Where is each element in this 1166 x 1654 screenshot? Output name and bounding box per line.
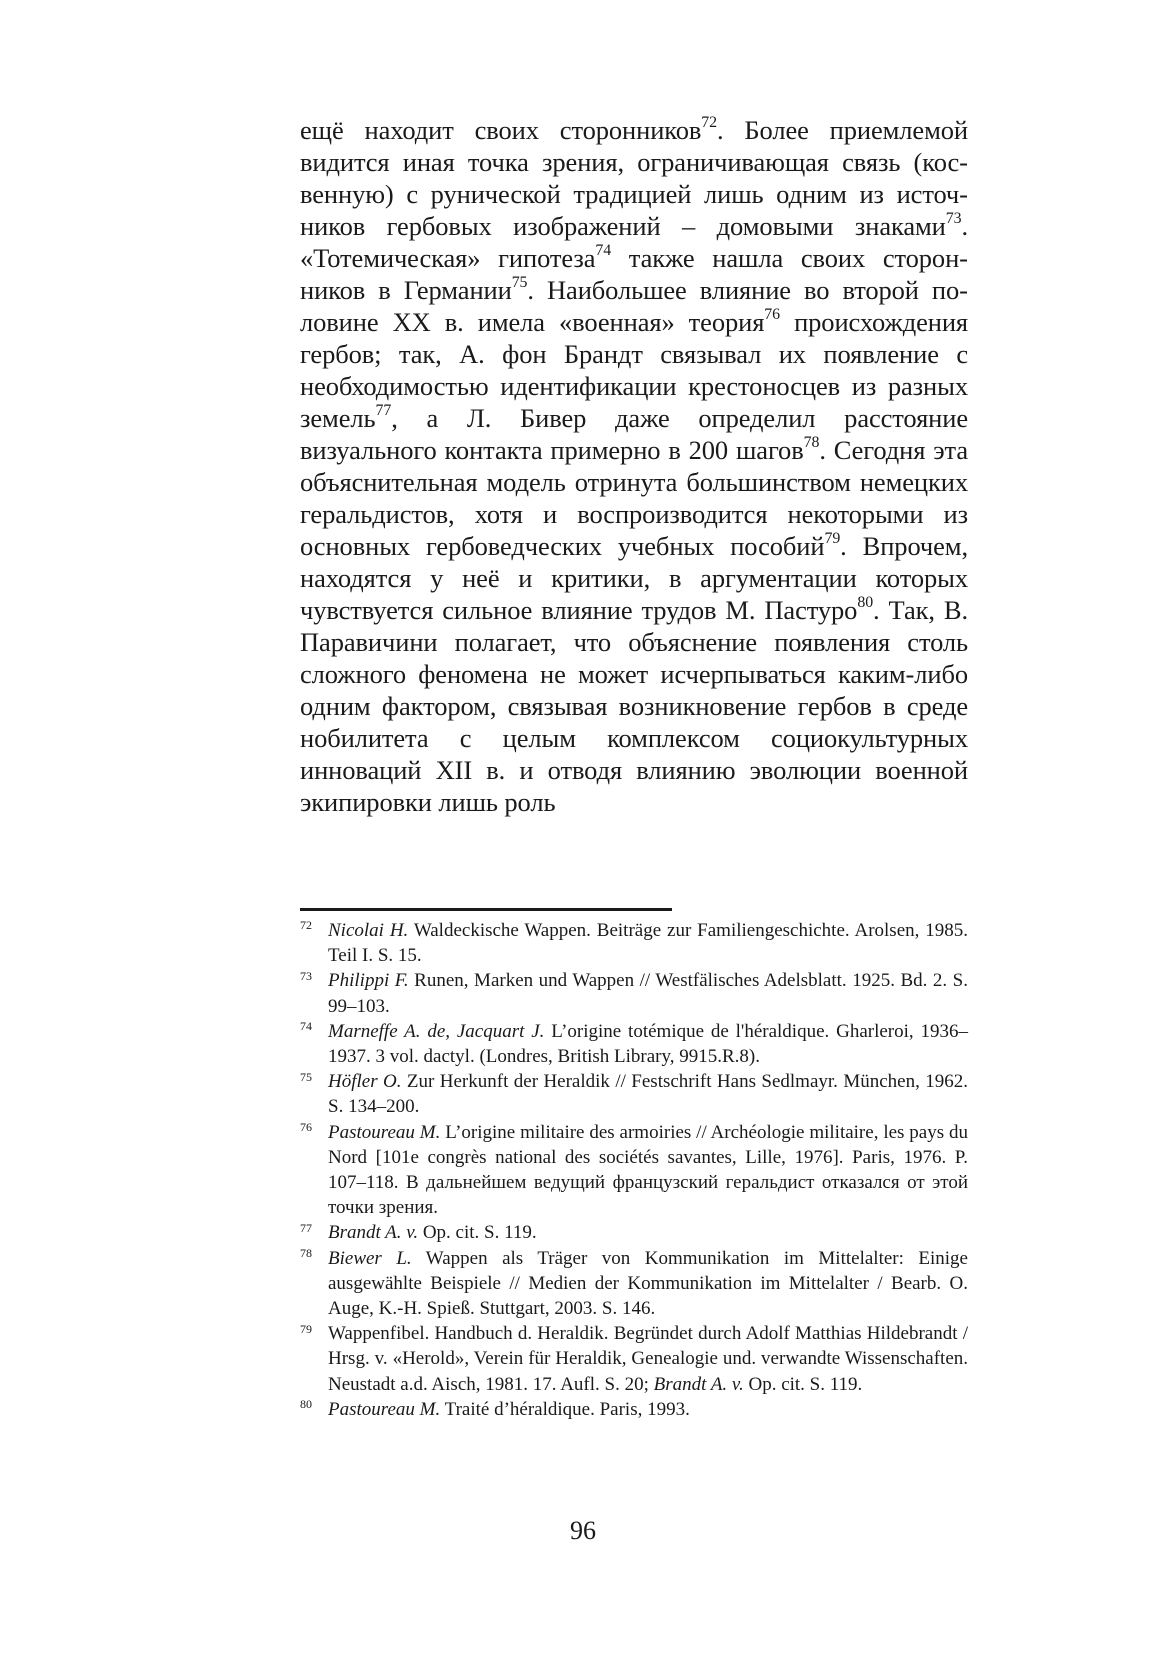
footnote-74: 74 Marneffe A. de, Jacquart J. L’origine totémique de l'héraldique. Gharleroi, 1936–1937. 3 vol. dactyl. (Londres, British Library, 9915.R.8).: [300, 1019, 968, 1068]
footnote-text: Wappenfibel. Handbuch d. Heraldik. Begründet durch Adolf Matthias Hildebrandt / Hrsg. v. «Herold», Verein für Heraldik, Genealogie und. verwandte Wissenschaften. Neustadt a.d. Aisch, 1981. 17. Aufl. S. 20;: [328, 1323, 968, 1395]
footnote-76: 76 Pastoureau M. L’origine militaire des armoiries // Archéologie militaire, les pays du Nord [101e congrès national des sociétés savantes, Lille, 1976]. Paris, 1976. P. 107–118. В дальнейшем ведущий французский геральдист отказался от этой точки зрения.: [300, 1120, 968, 1219]
body-text-run: . Сегодня эта объяснительная модель отринута большинством немецких геральдистов, хотя и воспроизводится некоторыми из основных гербоведческих учебных пособий: [300, 435, 968, 561]
footnote-author: Pastoureau M.: [328, 1121, 441, 1143]
footnote-author: Marneffe A. de, Jacquart J.: [328, 1020, 545, 1042]
footnote-75: 75 Höfler O. Zur Herkunft der Heraldik // Festschrift Hans Sedlmayr. München, 1962. S. 134–200.: [300, 1069, 968, 1118]
page-number: 96: [570, 1516, 596, 1545]
footnote-separator-line: [300, 908, 672, 911]
body-text-run: происхождения гербов; так, А. фон Брандт связывал их появление с необходимостью идентификации крестоносцев из разных земель: [300, 307, 968, 433]
footnote-text: Op. cit. S. 119.: [418, 1222, 537, 1244]
footnote-reference: 74: [595, 242, 612, 260]
body-text-run: . «Тотемическая» гипотеза: [300, 211, 968, 273]
footnotes-list: [300, 918, 968, 1422]
footnote-text: Op. cit. S. 119.: [743, 1373, 863, 1395]
footnote-79: 79 Wappenfibel. Handbuch d. Heraldik. Begründet durch Adolf Matthias Hildebrandt / Hrsg. v. «Herold», Verein für Heraldik, Genealogie und. verwandte Wissenschaften. Neustadt a.d. Aisch, 1981. 17. Aufl. S. 20; Brandt A. v. Op. cit. S. 119.: [300, 1321, 968, 1395]
footnote-text: Runen, Marken und Wappen // Westfälisches Adelsblatt. 1925. Bd. 2. S. 99–103.: [328, 970, 968, 1017]
body-text-run: , а Л. Бивер даже определил расстояние визуального контакта примерно в 200 шагов: [300, 403, 968, 465]
footnote-text: L’origine totémique de l'héraldique. Gharleroi, 1936–1937. 3 vol. dactyl. (Londres, British Library, 9915.R.8).: [328, 1020, 968, 1068]
footnote-77: 77 Brandt A. v. Op. cit. S. 119.: [300, 1220, 537, 1244]
footnote-reference: 72: [701, 114, 717, 132]
main-body-text: [300, 114, 968, 818]
footnote-reference: 79: [824, 530, 841, 548]
footnote-author: Philippi F.: [328, 970, 409, 992]
footnote-text: Zur Herkunft der Heraldik // Festschrift Hans Sedlmayr. München, 1962. S. 134–200.: [328, 1071, 968, 1118]
body-text-run: также нашла своих сторонников в Германии: [300, 243, 968, 305]
footnote-reference: 75: [511, 274, 528, 292]
footnote-text: Wappen als Träger von Kommunikation im Mittelalter: Einige ausgewählte Beispiele // Medien der Kommunikation im Mittelalter / Bearb. O. Auge, K.-H. Spieß. Stuttgart, 2003. S. 146.: [328, 1247, 968, 1320]
footnote-73: 73 Philippi F. Runen, Marken und Wappen // Westfälisches Adelsblatt. 1925. Bd. 2. S. 99–103.: [300, 968, 968, 1017]
footnote-text: Traité d’héraldique. Paris, 1993.: [440, 1398, 690, 1420]
footnote-author: Brandt A. v.: [328, 1222, 419, 1244]
body-text-run: ещё находит своих сторонников: [300, 115, 702, 145]
footnote-text: Waldeckische Wappen. Beiträge zur Familiengeschichte. Arolsen, 1985. Teil I. S. 15.: [328, 920, 968, 967]
body-text-run: . Впрочем, находятся у неё и критики, в аргументации которых чувствуется сильное влияние трудов М. Пастуро: [300, 531, 969, 625]
footnote-reference: 80: [857, 594, 874, 612]
footnote-reference: 77: [375, 402, 392, 420]
footnote-reference: 73: [945, 210, 962, 228]
footnote-reference: 76: [764, 306, 780, 324]
footnote-author: Biewer L.: [328, 1247, 412, 1269]
body-text-run: . Наибольшее влияние во второй половине XX в. имела «военная» теория: [300, 275, 968, 337]
body-text-run: . Более приемлемой видится иная точка зрения, ограничивающая связь (косвенную) с рунической традицией лишь одним из источников гербовых изображений – домовыми знаками: [300, 115, 968, 241]
body-text-run: . Так, В. Паравичини полагает, что объяснение появления столь сложного феномена не может исчерпываться каким-либо одним фактором, связывая возникновение гербов в среде нобилитета с целым комплексом социокультурных инноваций XII в. и отводя влиянию эволюции военной экипировки лишь роль: [300, 595, 968, 817]
footnote-72: 72 Nicolai H. Waldeckische Wappen. Beiträge zur Familiengeschichte. Arolsen, 1985. Teil I. S. 15.: [300, 918, 968, 967]
footnote-author: Brandt A. v.: [653, 1373, 744, 1395]
footnote-80: 80 Pastoureau M. Traité d’héraldique. Paris, 1993.: [300, 1397, 690, 1420]
footnote-reference: 78: [803, 434, 820, 452]
footnote-text: L’origine militaire des armoiries // Archéologie militaire, les pays du Nord [101e congrès national des sociétés savantes, Lille, 1976]. Paris, 1976. P. 107–118. В дальнейшем ведущий французский геральдист отказался от этой точки зрения.: [328, 1121, 968, 1219]
footnote-author: Höfler O.: [328, 1071, 402, 1093]
footnote-author: Pastoureau M.: [328, 1398, 441, 1420]
footnote-author: Nicolai H.: [328, 920, 409, 941]
footnote-78: 78 Biewer L. Wappen als Träger von Kommunikation im Mittelalter: Einige ausgewählte Beispiele // Medien der Kommunikation im Mittelalter / Bearb. O. Auge, K.-H. Spieß. Stuttgart, 2003. S. 146.: [300, 1246, 968, 1320]
